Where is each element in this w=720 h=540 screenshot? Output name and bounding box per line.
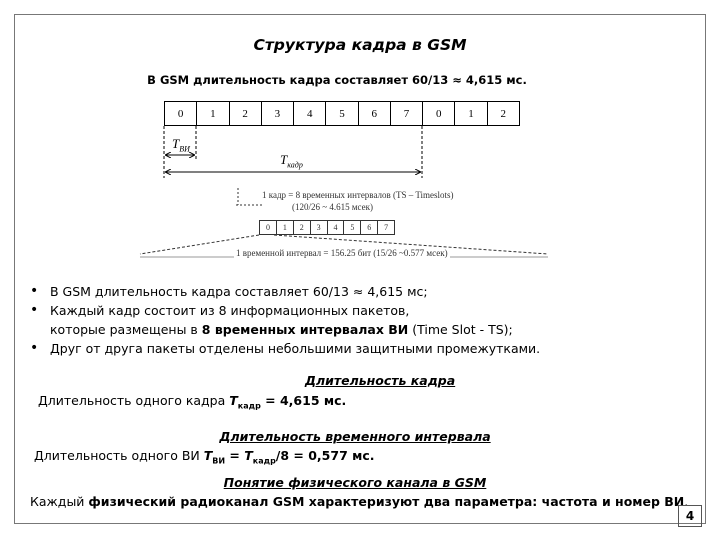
bullet-item: • В GSM длительность кадра составляет 60/13 ≈ 4,615 мс; — [30, 283, 428, 299]
slot-cell: 6 — [359, 102, 391, 125]
frame-caption: 1 кадр = 8 временных интервалов (TS – Timeslots) — [262, 190, 454, 200]
small-slot-cell: 2 — [294, 221, 311, 234]
frame-caption-duration: (120/26 ~ 4.615 мсек) — [292, 202, 374, 212]
frame-length-text: Длительность одного кадра $T_{кадр} = 4,615$ мс. — [38, 393, 347, 411]
small-slot-cell: 4 — [328, 221, 345, 234]
slot-cell: 7 — [391, 102, 423, 125]
small-slot-cell: 6 — [361, 221, 378, 234]
t-slot-label: $T_{ВИ}$ — [172, 136, 190, 154]
small-slot-cell: 3 — [311, 221, 328, 234]
slot-cell: 1 — [455, 102, 487, 125]
slot-cell: 0 — [165, 102, 197, 125]
slot-caption: 1 временной интервал = 156.25 бит (15/26 ~0.577 мсек) — [236, 248, 448, 258]
small-slot-cell: 7 — [384, 223, 389, 232]
t-frame-label: $T_{кадр}$ — [280, 152, 303, 170]
slot-cell: 3 — [262, 102, 294, 125]
small-slot-cell: 5 — [344, 221, 361, 234]
small-slots-row — [259, 220, 395, 235]
slot-cell: 0 — [423, 102, 455, 125]
slot-length-heading: Длительность временного интервала — [219, 429, 491, 444]
bullet-item: • Каждый кадр состоит из 8 информационных пакетов, — [30, 302, 410, 318]
bullet-dot-icon: • — [30, 302, 39, 318]
bullet-dot-icon: • — [30, 283, 39, 299]
slot-length-text: Длительность одного ВИ $T_{ВИ} = T_{кадр}/8 = 0,577$ мс. — [34, 448, 375, 466]
small-slot-cell: 1 — [277, 221, 294, 234]
slot-cell: 5 — [326, 102, 358, 125]
page-number: 4 — [678, 505, 702, 527]
bullet-continuation: которые размещены в 8 временных интервалах ВИ (Time Slot - TS); — [50, 322, 513, 337]
small-slot-cell: 0 — [260, 221, 277, 234]
bullet-dot-icon: • — [30, 340, 39, 356]
bullet-item: • Друг от друга пакеты отделены небольшими защитными промежутками. — [30, 340, 541, 356]
frame-length-heading: Длительность кадра — [304, 373, 456, 388]
channel-heading: Понятие физического канала в GSM — [223, 475, 487, 490]
bullet-list — [30, 282, 540, 358]
slide-subtitle: В GSM длительность кадра составляет 60/13 ≈ 4,615 мс. — [147, 73, 527, 87]
slot-cell: 2 — [500, 107, 507, 120]
slot-cell: 2 — [230, 102, 262, 125]
slot-cell: 1 — [197, 102, 229, 125]
slot-cell: 4 — [294, 102, 326, 125]
slide-title: Структура кадра в GSM — [253, 36, 467, 54]
channel-text: Каждый физический радиоканал GSM характеризуют два параметра: частота и номер ВИ. — [30, 494, 689, 509]
